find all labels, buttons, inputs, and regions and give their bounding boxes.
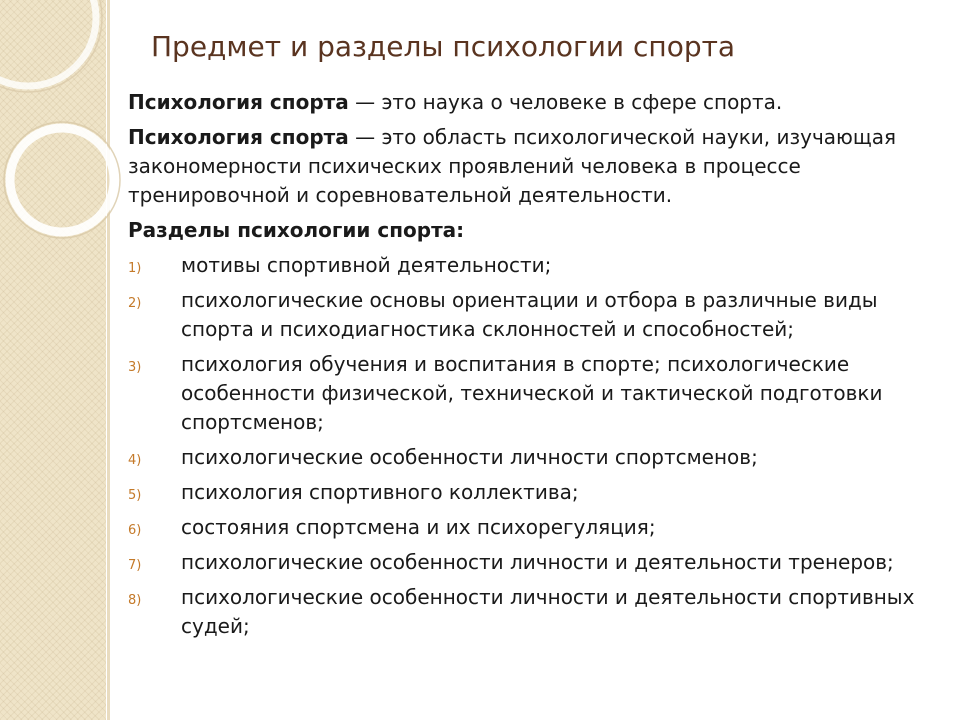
list-item-text: психологические основы ориентации и отбора в различные виды спорта и психодиагностика склонностей и способностей;	[181, 288, 878, 341]
list-item-text: мотивы спортивной деятельности;	[181, 253, 552, 277]
list-item	[128, 350, 943, 437]
list-item-text: психологические особенности личности спортсменов;	[181, 445, 758, 469]
list-item-number: 4)	[128, 453, 142, 468]
definition-1-term: Психология спорта	[128, 90, 349, 114]
list-item	[128, 513, 943, 542]
list-item-number: 2)	[128, 296, 142, 311]
list-item-number: 5)	[128, 488, 142, 503]
definition-1	[128, 88, 943, 117]
list-item-text: состояния спортсмена и их психорегуляция;	[181, 515, 656, 539]
list-item-number: 7)	[128, 558, 142, 573]
definition-2-term: Психология спорта	[128, 125, 349, 149]
list-item-text: психологические особенности личности и деятельности тренеров;	[181, 550, 894, 574]
list-item	[128, 286, 943, 344]
list-item	[128, 443, 943, 472]
list-item-number: 6)	[128, 523, 142, 538]
slide-content	[128, 88, 943, 641]
list-item-number: 3)	[128, 360, 142, 375]
sections-heading	[128, 216, 943, 245]
sections-heading-text: Разделы психологии спорта:	[128, 218, 465, 242]
list-item	[128, 251, 943, 280]
slide-title: Предмет и разделы психологии спорта	[151, 30, 736, 63]
list-item	[128, 583, 943, 641]
definition-2-text: — это область психологической науки, изучающая закономерности психических проявлений человека в процессе тренировочной и соревновательной деятельности.	[128, 125, 896, 207]
list-item-text: психология обучения и воспитания в спорте; психологические особенности физической, технической и тактической подготовки спортсменов;	[181, 352, 883, 434]
definition-1-text: — это наука о человеке в сфере спорта.	[348, 90, 783, 114]
definition-2	[128, 123, 943, 210]
sections-list	[128, 251, 943, 641]
list-item-text: психология спортивного коллектива;	[181, 480, 579, 504]
list-item-number: 1)	[128, 261, 142, 276]
list-item	[128, 478, 943, 507]
list-item-text: психологические особенности личности и деятельности спортивных судей;	[181, 585, 915, 638]
list-item	[128, 548, 943, 577]
list-item-number: 8)	[128, 593, 142, 608]
